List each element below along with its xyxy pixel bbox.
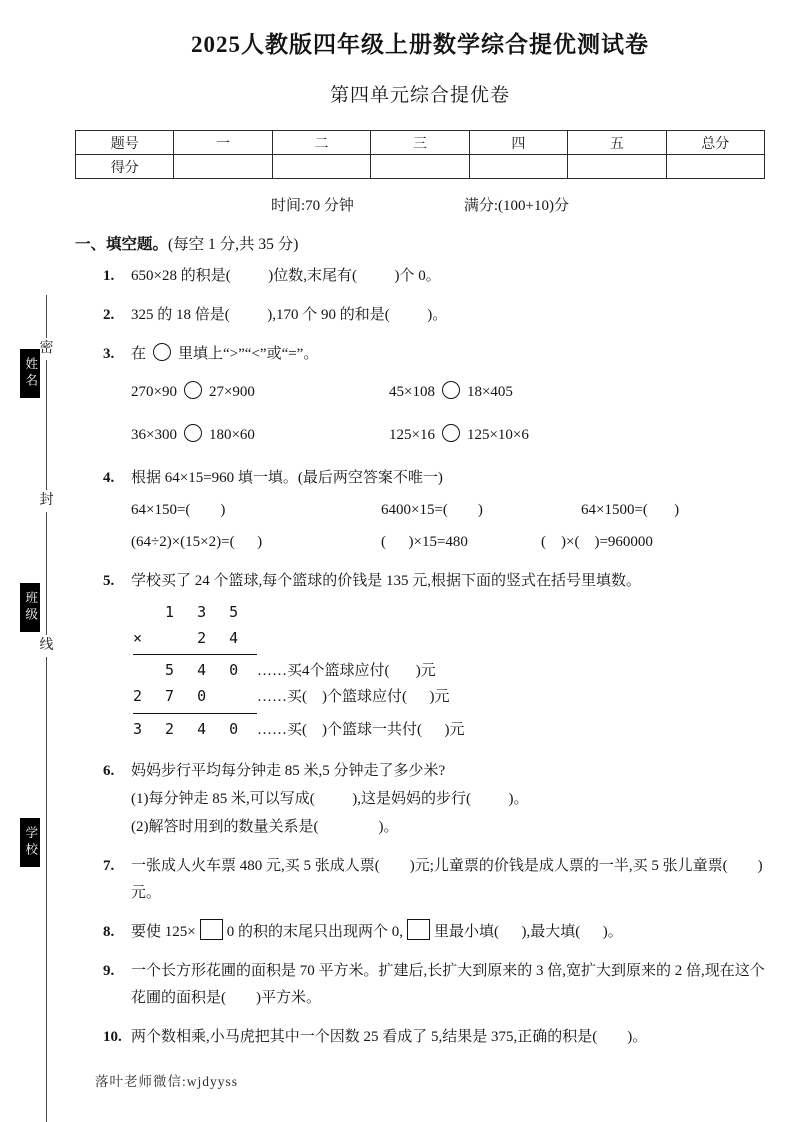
question-3-comparisons xyxy=(131,379,765,449)
compare-circle-icon xyxy=(442,424,460,442)
mult-note-2: ……买( )个篮球应付( )元 xyxy=(257,689,450,706)
sheet-content xyxy=(75,0,765,1063)
score-cell-empty-2 xyxy=(272,155,370,179)
question-7 xyxy=(103,853,765,907)
score-table-col-total: 总分 xyxy=(666,131,764,155)
question-7-text: 一张成人火车票 480 元,买 5 张成人票( )元;儿童票的价钱是成人票的一半,买 5 张儿童票( )元。 xyxy=(131,857,763,901)
compare-circle-icon xyxy=(153,343,171,361)
mult-rule-line xyxy=(133,713,257,714)
score-table-col-2: 二 xyxy=(272,131,370,155)
question-5-number: 5. xyxy=(103,573,115,589)
comparison-item: 125×16 125×10×6 xyxy=(389,422,765,449)
question-6-sub-2: (2)解答时用到的数量关系是( )。 xyxy=(131,818,399,835)
question-1-text: 650×28 的积是( )位数,末尾有( )个 0。 xyxy=(131,268,441,284)
question-4-number: 4. xyxy=(103,470,115,486)
exam-meta xyxy=(75,194,765,215)
mult-row-product: 3 2 4 0 xyxy=(133,720,246,739)
score-cell-empty-3 xyxy=(371,155,469,179)
fill-expression: 64×1500=( ) xyxy=(581,502,680,518)
page-subtitle: 第四单元综合提优卷 xyxy=(329,85,510,106)
seal-tab-name: 姓名 xyxy=(20,349,40,398)
question-4-row-2 xyxy=(131,529,765,556)
question-2-text: 325 的 18 倍是( ),170 个 90 的和是( )。 xyxy=(131,307,448,323)
fill-expression: 6400×15=( ) xyxy=(381,502,483,518)
compare-circle-icon xyxy=(184,424,202,442)
mult-row-factor2: × 2 4 xyxy=(133,628,246,647)
mult-rule-line xyxy=(133,654,257,655)
score-table-col-5: 五 xyxy=(568,131,666,155)
question-6-sub-1: (1)每分钟走 85 米,可以写成( ),这是妈妈的步行( )。 xyxy=(131,790,529,807)
score-cell-empty-total xyxy=(666,155,764,179)
comparison-item: 36×300 180×60 xyxy=(131,422,389,449)
mult-note-1: ……买4个篮球应付( )元 xyxy=(257,662,436,679)
section-note: (每空 1 分,共 35 分) xyxy=(168,236,299,253)
mult-row-partial2: 2 7 0 xyxy=(133,687,214,706)
question-2-number: 2. xyxy=(103,307,115,323)
seal-fold-line xyxy=(46,295,47,1122)
question-4-row-1 xyxy=(131,497,765,524)
score-cell-empty-1 xyxy=(174,155,272,179)
fill-expression: 64×150=( ) xyxy=(131,502,226,518)
score-cell-empty-5 xyxy=(568,155,666,179)
score-table-col-4: 四 xyxy=(469,131,567,155)
question-3-text: 在 里填上“>”“<”或“=”。 xyxy=(131,341,765,368)
seal-char-xian: 线 xyxy=(38,635,55,657)
question-2 xyxy=(103,302,765,329)
question-4-text: 根据 64×15=960 填一填。(最后两空答案不唯一) xyxy=(131,470,443,486)
question-8-text: 要使 125× 0 的积的末尾只出现两个 0, 里最小填( ),最大填( )。 xyxy=(131,919,765,946)
question-3 xyxy=(103,341,765,453)
exam-full-score: 满分:(100+10)分 xyxy=(463,198,570,214)
question-7-number: 7. xyxy=(103,857,115,874)
blank-box xyxy=(200,919,223,940)
blank-box xyxy=(407,919,430,940)
fill-expression: (64÷2)×(15×2)=( ) xyxy=(131,534,263,550)
section-heading xyxy=(75,232,765,254)
question-10-text: 两个数相乘,小马虎把其中一个因数 25 看成了 5,结果是 375,正确的积是( )。 xyxy=(131,1028,648,1045)
page-title: 2025人教版四年级上册数学综合提优测试卷 xyxy=(191,32,649,57)
seal-tab-class: 班级 xyxy=(20,583,40,632)
score-table-score-row xyxy=(76,155,765,179)
score-table-label-tihao: 题号 xyxy=(76,131,174,155)
question-6-text: 妈妈步行平均每分钟走 85 米,5 分钟走了多少米? xyxy=(131,762,446,779)
question-10-number: 10. xyxy=(103,1028,122,1045)
question-1 xyxy=(103,263,765,290)
question-5 xyxy=(103,568,765,746)
mult-row-factor1: 1 3 5 xyxy=(133,603,246,621)
question-6 xyxy=(103,758,765,841)
footer-contact: 落叶老师微信:wjdyyss xyxy=(95,1074,239,1089)
question-3-number: 3. xyxy=(103,346,115,362)
question-9-number: 9. xyxy=(103,962,115,979)
compare-circle-icon xyxy=(184,381,202,399)
score-cell-empty-4 xyxy=(469,155,567,179)
question-9-text: 一个长方形花圃的面积是 70 平方米。扩建后,长扩大到原来的 3 倍,宽扩大到原来的 2 倍,现在这个花圃的面积是( )平方米。 xyxy=(131,962,765,1006)
score-table-header-row xyxy=(76,131,765,155)
score-table-col-3: 三 xyxy=(371,131,469,155)
question-8 xyxy=(103,919,765,946)
question-list xyxy=(103,263,765,1051)
exam-time: 时间:70 分钟 xyxy=(270,198,354,214)
question-8-number: 8. xyxy=(103,923,115,940)
question-9 xyxy=(103,958,765,1012)
question-5-text: 学校买了 24 个篮球,每个篮球的价钱是 135 元,根据下面的竖式在括号里填数。 xyxy=(131,573,642,589)
score-table xyxy=(75,130,765,179)
seal-tab-school: 学校 xyxy=(20,818,40,867)
compare-circle-icon xyxy=(442,381,460,399)
fill-expression: ( )×( )=960000 xyxy=(541,534,653,550)
score-table-col-1: 一 xyxy=(174,131,272,155)
mult-note-3: ……买( )个篮球一共付( )元 xyxy=(257,722,465,739)
question-4 xyxy=(103,465,765,556)
question-6-number: 6. xyxy=(103,762,115,779)
score-table-label-defen: 得分 xyxy=(76,155,174,179)
seal-char-mi: 密 xyxy=(38,338,55,360)
fill-expression: ( )×15=480 xyxy=(381,534,468,550)
question-10 xyxy=(103,1024,765,1051)
section-title: 一、填空题。 xyxy=(75,236,169,253)
seal-char-feng: 封 xyxy=(38,490,55,512)
vertical-multiplication xyxy=(133,600,765,744)
question-1-number: 1. xyxy=(103,268,115,284)
mult-row-partial1: 5 4 0 xyxy=(133,660,246,679)
comparison-item: 45×108 18×405 xyxy=(389,379,765,406)
comparison-item: 270×90 27×900 xyxy=(131,379,389,406)
